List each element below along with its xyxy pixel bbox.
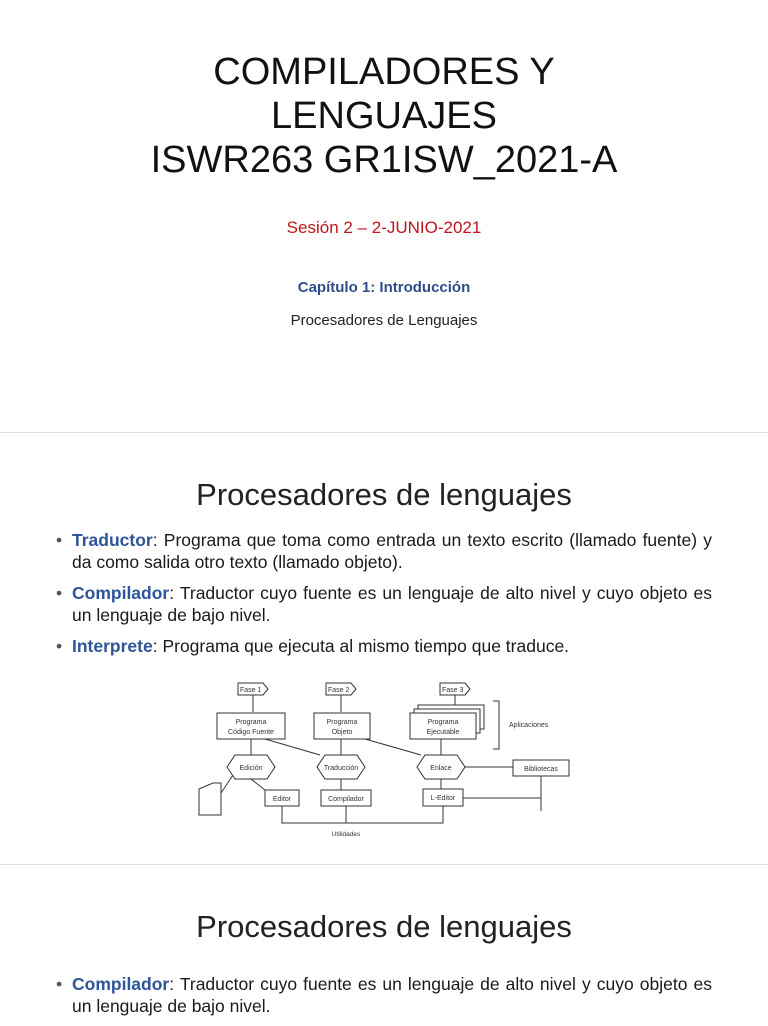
box-label: Programa bbox=[427, 719, 459, 726]
course-title-line: COMPILADORES Y bbox=[213, 51, 555, 93]
title-slide bbox=[0, 0, 768, 432]
bullet-icon: • bbox=[56, 583, 63, 603]
slide-title: Procesadores de lenguajes bbox=[196, 909, 572, 944]
box-label: Código Fuente bbox=[228, 729, 274, 736]
bullet-item bbox=[56, 635, 712, 657]
bullet-text: : Programa que toma como entrada un texto escrito (llamado fuente) y da como salida otro texto (llamado objeto). bbox=[72, 530, 712, 572]
box-label: Objeto bbox=[331, 729, 353, 736]
bullet-term: Interprete bbox=[72, 636, 153, 656]
course-title bbox=[0, 50, 768, 182]
bullet-term: Compilador bbox=[72, 583, 170, 603]
tool-label: Compilador bbox=[328, 796, 364, 803]
course-title-line: LENGUAJES bbox=[271, 95, 497, 137]
bullet-list bbox=[56, 973, 712, 1026]
tool-label: Editor bbox=[272, 796, 292, 803]
phase-label: Fase 1 bbox=[240, 687, 262, 694]
box-label: Programa bbox=[326, 719, 358, 726]
tool-label: L-Editor bbox=[430, 795, 456, 802]
bullet-list bbox=[56, 529, 712, 666]
box-label: Programa bbox=[235, 719, 267, 726]
utilidades-label: Utilidades bbox=[331, 831, 361, 838]
bullet-text: : Traductor cuyo fuente es un lenguaje de alto nivel y cuyo objeto es un lenguaje de bajo nivel. bbox=[72, 974, 712, 1016]
bullet-icon: • bbox=[56, 636, 63, 656]
phase-label: Fase 3 bbox=[442, 687, 464, 694]
bullet-item bbox=[56, 973, 712, 1017]
course-title-line: ISWR263 GR1ISW_2021-A bbox=[150, 139, 618, 181]
compiler-slide bbox=[0, 864, 768, 1025]
slide-title: Procesadores de lenguajes bbox=[196, 477, 572, 512]
bullet-text: : Traductor cuyo fuente es un lenguaje de alto nivel y cuyo objeto es un lenguaje de bajo nivel. bbox=[72, 583, 712, 625]
process-label: Enlace bbox=[430, 765, 452, 772]
definitions-slide bbox=[0, 432, 768, 865]
phase-label: Fase 2 bbox=[328, 687, 350, 694]
aplicaciones-label: Aplicaciones bbox=[509, 722, 549, 729]
session-date: Sesión 2 – 2-JUNIO-2021 bbox=[286, 218, 482, 237]
bullet-text: : Programa que ejecuta al mismo tiempo que traduce. bbox=[152, 636, 570, 656]
chapter-subtitle: Procesadores de Lenguajes bbox=[290, 312, 478, 329]
chapter-heading: Capítulo 1: Introducción bbox=[297, 279, 471, 296]
bullet-term: Compilador bbox=[72, 974, 170, 994]
box-label: Ejecutable bbox=[426, 729, 460, 736]
bullet-item bbox=[56, 582, 712, 626]
process-label: Traducción bbox=[323, 765, 359, 772]
bullet-icon: • bbox=[56, 530, 63, 550]
bullet-item bbox=[56, 529, 712, 573]
bibliotecas-label: Bibliotecas bbox=[524, 766, 558, 773]
language-processor-diagram bbox=[195, 679, 585, 849]
bullet-icon: • bbox=[56, 974, 63, 994]
bullet-term: Traductor bbox=[72, 530, 153, 550]
terminal-icon bbox=[199, 783, 221, 815]
process-label: Edición bbox=[239, 765, 263, 772]
